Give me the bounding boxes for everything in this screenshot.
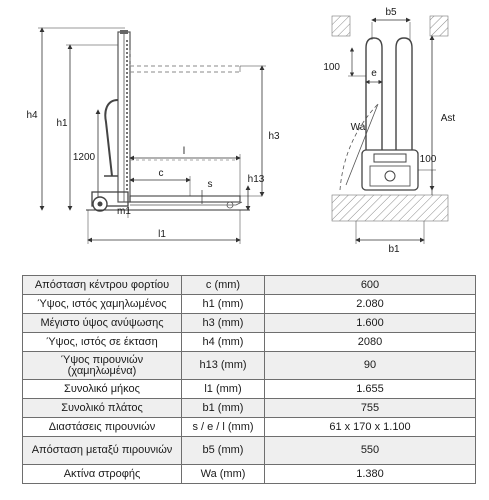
row-value: 2080: [265, 333, 476, 352]
table-row: [23, 465, 476, 484]
h3-label: h3: [268, 131, 280, 142]
ast-label: Ast: [440, 113, 456, 124]
b1-label: b1: [388, 244, 400, 255]
wa-label: Wa: [350, 122, 366, 133]
row-label: Μέγιστο ύψος ανύψωσης: [23, 314, 182, 333]
table-row: [23, 418, 476, 437]
row-value: 550: [265, 437, 476, 465]
l1-label: l1: [158, 229, 166, 240]
row-label: Ακτίνα στροφής: [23, 465, 182, 484]
table-row: [23, 295, 476, 314]
table-row: [23, 314, 476, 333]
table-row: [23, 380, 476, 399]
top-fork-left: [366, 38, 382, 150]
wall-right: [430, 16, 448, 36]
row-label: Απόσταση μεταξύ πιρουνιών: [23, 437, 182, 465]
row-symbol: l1 (mm): [182, 380, 265, 399]
bottom-100-label: 100: [419, 154, 437, 165]
top-fork-right: [396, 38, 412, 150]
table-row: [23, 276, 476, 295]
side-view: [26, 28, 280, 244]
row-value: 1.380: [265, 465, 476, 484]
row-label: Ύψος, ιστός χαμηλωμένος: [23, 295, 182, 314]
row-value: 90: [265, 352, 476, 380]
h13-label: h13: [247, 174, 265, 185]
row-value: 755: [265, 399, 476, 418]
1200-label: 1200: [72, 152, 96, 163]
row-value: 2.080: [265, 295, 476, 314]
row-symbol: h1 (mm): [182, 295, 265, 314]
row-label: Ύψος, ιστός σε έκταση: [23, 333, 182, 352]
row-symbol: h13 (mm): [182, 352, 265, 380]
table-row: [23, 352, 476, 380]
table-row: [23, 399, 476, 418]
row-value: 600: [265, 276, 476, 295]
c-label: c: [158, 168, 164, 179]
row-symbol: s / e / l (mm): [182, 418, 265, 437]
h1-label: h1: [56, 118, 68, 129]
row-value: 61 x 170 x 1.100: [265, 418, 476, 437]
row-symbol: b1 (mm): [182, 399, 265, 418]
row-label: Συνολικό πλάτος: [23, 399, 182, 418]
row-value: 1.600: [265, 314, 476, 333]
row-label: Διαστάσεις πιρουνιών: [23, 418, 182, 437]
floor-bottom: [332, 195, 448, 221]
row-label: Απόσταση κέντρου φορτίου: [23, 276, 182, 295]
row-symbol: c (mm): [182, 276, 265, 295]
row-symbol: h3 (mm): [182, 314, 265, 333]
m1-label: m1: [117, 206, 131, 217]
b5-label: b5: [385, 7, 397, 18]
row-symbol: h4 (mm): [182, 333, 265, 352]
tiller-handle: [105, 100, 118, 176]
row-symbol: b5 (mm): [182, 437, 265, 465]
specifications-table: [22, 275, 476, 484]
row-label: Συνολικό μήκος: [23, 380, 182, 399]
row-value: 1.655: [265, 380, 476, 399]
row-symbol: Wa (mm): [182, 465, 265, 484]
top-100-label: 100: [323, 62, 340, 73]
table-row: [23, 437, 476, 465]
table-row: [23, 333, 476, 352]
top-view: [323, 7, 455, 255]
h4-label: h4: [26, 110, 38, 121]
wall-left: [332, 16, 350, 36]
s-label: s: [207, 179, 213, 190]
l-label: l: [182, 146, 186, 157]
e-label: e: [371, 68, 377, 79]
row-label: Ύψος πιρουνιών (χαμηλωμένα): [23, 352, 182, 380]
lowered-fork: [130, 196, 240, 202]
